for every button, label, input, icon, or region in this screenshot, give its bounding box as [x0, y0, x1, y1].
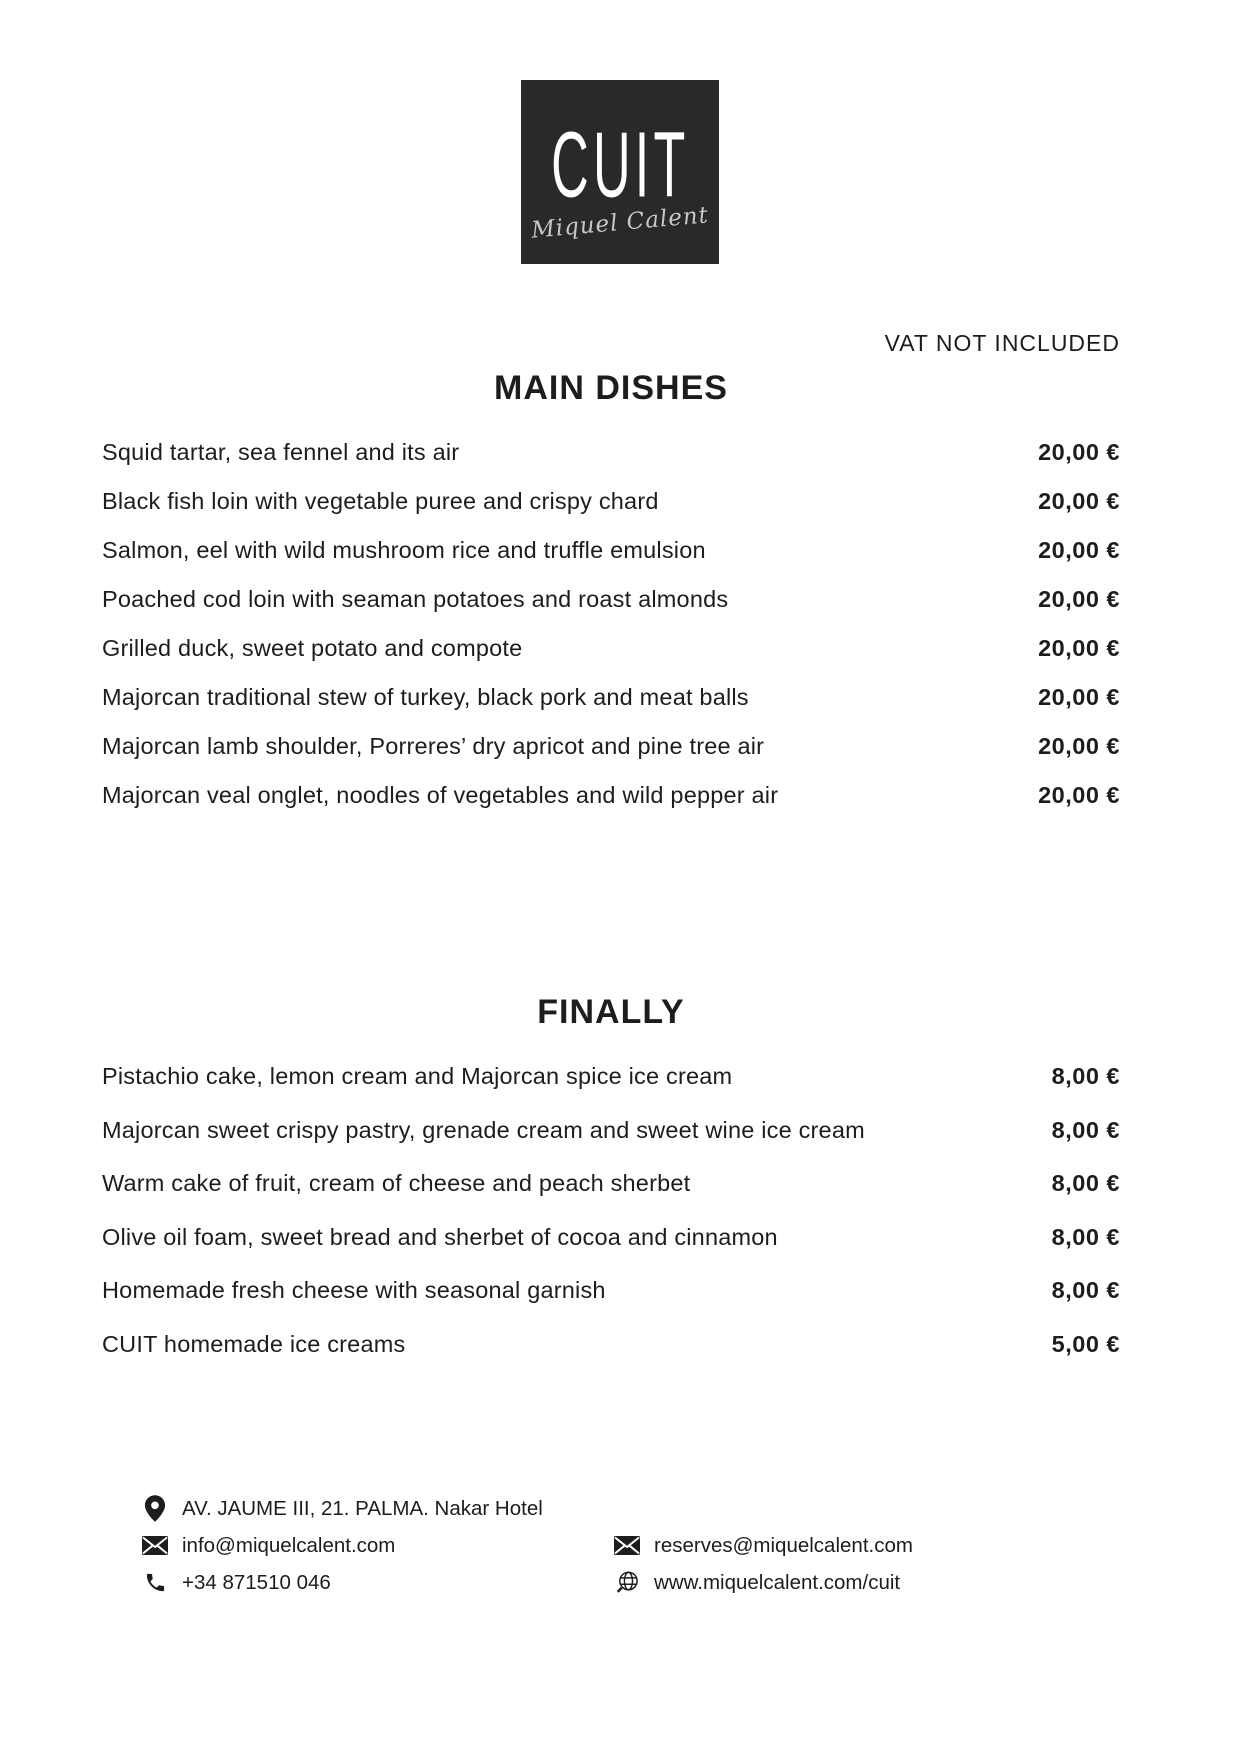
menu-item-row	[102, 781, 1120, 809]
dish-name: Grilled duck, sweet potato and compote	[102, 635, 523, 661]
dish-price: 20,00 €	[1038, 684, 1120, 710]
globe-icon	[612, 1569, 642, 1596]
section-title: FINALLY	[537, 993, 685, 1031]
website-text: www.miquelcalent.com/cuit	[654, 1570, 901, 1594]
reservation-email-text: reserves@miquelcalent.com	[654, 1533, 913, 1557]
envelope-icon	[140, 1536, 170, 1555]
menu-item-row	[102, 1276, 1120, 1304]
dish-name: Warm cake of fruit, cream of cheese and peach sherbet	[102, 1170, 691, 1196]
menu-item-row	[102, 732, 1120, 760]
footer-right-column	[612, 1527, 913, 1601]
dish-name: Pistachio cake, lemon cream and Majorcan spice ice cream	[102, 1063, 733, 1089]
section-main-dishes	[102, 368, 1120, 830]
dish-name: Majorcan veal onglet, noodles of vegetables and wild pepper air	[102, 782, 779, 808]
section-items	[102, 1062, 1120, 1358]
logo-title: CUIT	[550, 114, 690, 218]
menu-item-row	[102, 1116, 1120, 1144]
menu-item-row	[102, 683, 1120, 711]
address-text: AV. JAUME III, 21. PALMA. Nakar Hotel	[182, 1496, 543, 1520]
dish-price: 8,00 €	[1051, 1277, 1120, 1303]
dish-name: Homemade fresh cheese with seasonal garnish	[102, 1277, 606, 1303]
dish-name: Majorcan sweet crispy pastry, grenade cream and sweet wine ice cream	[102, 1116, 865, 1143]
reservation-email-row	[612, 1527, 913, 1564]
section-finally	[102, 992, 1120, 1383]
section-items	[102, 438, 1120, 809]
phone-row	[140, 1564, 612, 1601]
dish-name: Black fish loin with vegetable puree and crispy chard	[102, 488, 659, 514]
dish-price: 8,00 €	[1051, 1170, 1120, 1196]
menu-item-row	[102, 634, 1120, 662]
dish-price: 20,00 €	[1038, 586, 1120, 612]
logo-subtitle: Miquel Calent	[530, 202, 710, 244]
dish-name: Majorcan lamb shoulder, Porreres’ dry apricot and pine tree air	[102, 733, 765, 759]
location-pin-icon	[140, 1495, 170, 1522]
dish-name: Majorcan traditional stew of turkey, black pork and meat balls	[102, 684, 749, 710]
restaurant-logo	[521, 80, 719, 264]
dish-name: Salmon, eel with wild mushroom rice and truffle emulsion	[102, 537, 706, 563]
menu-item-row	[102, 1223, 1120, 1251]
dish-price: 20,00 €	[1038, 439, 1120, 465]
dish-price: 8,00 €	[1051, 1063, 1120, 1089]
vat-note: VAT NOT INCLUDED	[884, 330, 1120, 356]
footer-contact	[140, 1490, 913, 1601]
section-title: MAIN DISHES	[494, 369, 728, 407]
address-row	[140, 1490, 612, 1527]
dish-price: 20,00 €	[1038, 635, 1120, 661]
menu-item-row	[102, 438, 1120, 466]
email-text: info@miquelcalent.com	[182, 1533, 396, 1557]
website-row	[612, 1564, 913, 1601]
menu-item-row	[102, 1330, 1120, 1358]
dish-price: 8,00 €	[1051, 1116, 1120, 1143]
dish-name: Squid tartar, sea fennel and its air	[102, 439, 460, 465]
dish-price: 5,00 €	[1051, 1330, 1120, 1357]
dish-price: 20,00 €	[1038, 733, 1120, 759]
menu-item-row	[102, 1062, 1120, 1090]
phone-icon	[140, 1571, 170, 1594]
dish-price: 20,00 €	[1038, 488, 1120, 514]
footer-left-column	[140, 1490, 612, 1601]
menu-item-row	[102, 1169, 1120, 1197]
menu-item-row	[102, 487, 1120, 515]
menu-item-row	[102, 536, 1120, 564]
envelope-icon	[612, 1536, 642, 1555]
email-row	[140, 1527, 612, 1564]
dish-price: 20,00 €	[1038, 782, 1120, 808]
menu-item-row	[102, 585, 1120, 613]
dish-price: 20,00 €	[1038, 537, 1120, 563]
dish-name: Poached cod loin with seaman potatoes and roast almonds	[102, 586, 729, 612]
dish-name: Olive oil foam, sweet bread and sherbet of cocoa and cinnamon	[102, 1223, 778, 1250]
phone-text: +34 871510 046	[182, 1570, 331, 1594]
dish-name: CUIT homemade ice creams	[102, 1330, 406, 1357]
dish-price: 8,00 €	[1051, 1223, 1120, 1250]
